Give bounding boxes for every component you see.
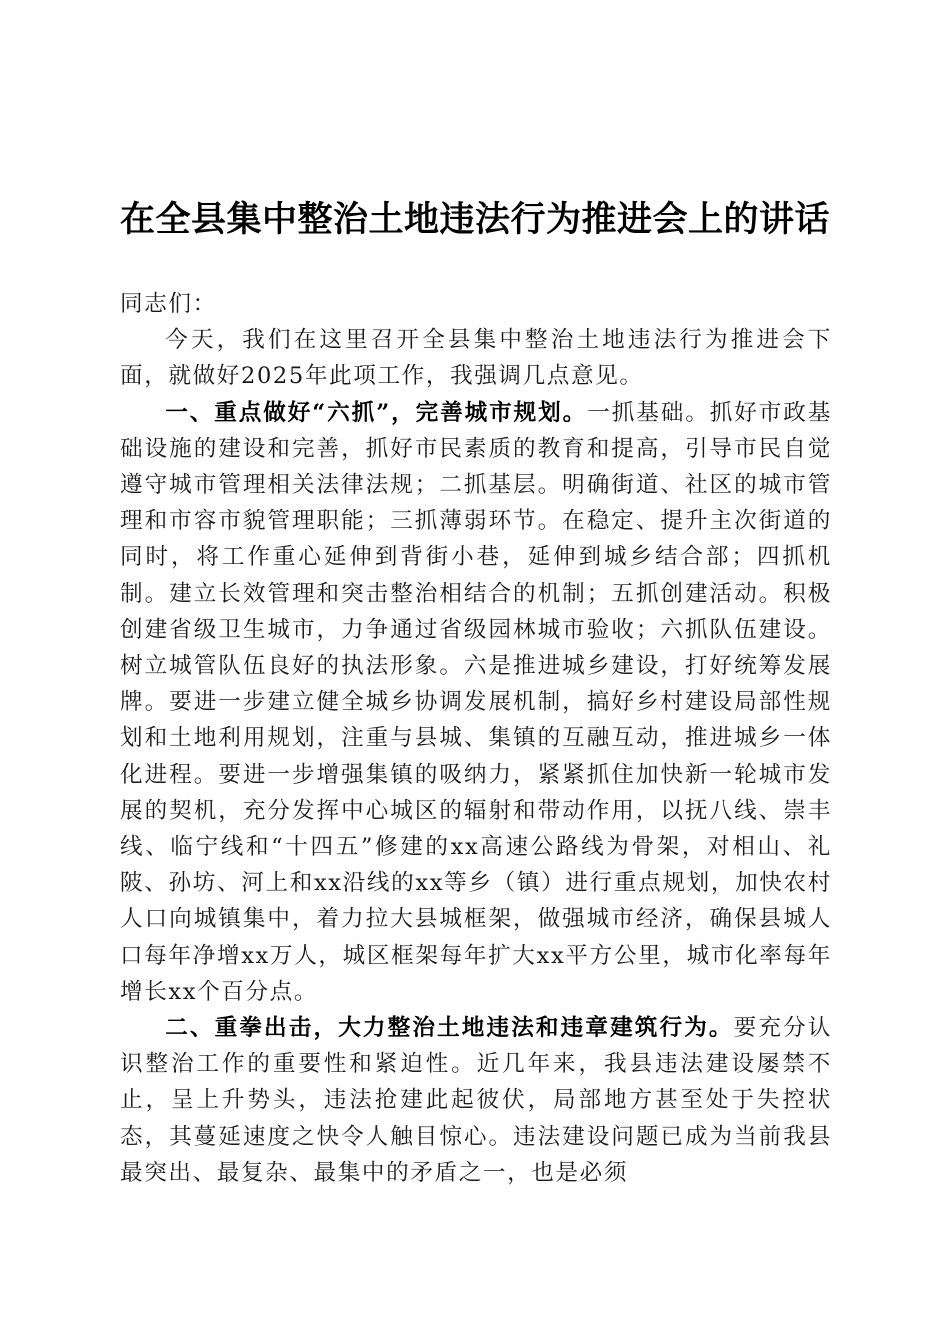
paragraph-text: 今天，我们在这里召开全县集中整治土地违法行为推进会下面，就做好2025年此项工作，我强调几点意见。 (120, 327, 832, 390)
section-heading: 二、重拳出击，大力整治土地违法和违章建筑行为。 (165, 1015, 734, 1042)
paragraph-text: 要充分认识整治工作的重要性和紧迫性。近几年来，我县违法建设屡禁不止，呈上升势头，违法抢建此起彼伏，局部地方甚至处于失控状态，其蔓延速度之快令人触目惊心。违法建设问题已成为当前我县最突出、最复杂、最集中的矛盾之一，也是必须 (120, 1015, 832, 1186)
document-title: 在全县集中整治土地违法行为推进会上的讲话 (119, 199, 830, 240)
paragraph-section-2 (120, 1010, 832, 1191)
salutation: 同志们： (120, 291, 217, 317)
paragraph-text: 一抓基础。抓好市政基础设施的建设和完善，抓好市民素质的教育和提高，引导市民自觉遵守城市管理相关法律法规；二抓基层。明确街道、社区的城市管理和市容市貌管理职能；三抓薄弱环节。在稳定、提升主次街道的同时，将工作重心延伸到背街小巷，延伸到城乡结合部；四抓机制。建立长效管理和突击整治相结合的机制；五抓创建活动。积极创建省级卫生城市，力争通过省级园林城市验收；六抓队伍建设。树立城管队伍良好的执法形象。六是推进城乡建设，打好统筹发展牌。要进一步建立健全城乡协调发展机制，搞好乡村建设局部性规划和土地利用规划，注重与县城、集镇的互融互动，推进城乡一体化进程。要进一步增强集镇的吸纳力，紧紧抓住加快新一轮城市发展的契机，充分发挥中心城区的辐射和带动作用，以抚八线、崇丰线、临宁线和“十四五”修建的xx高速公路线为骨架，对相山、礼陂、孙坊、河上和xx沿线的xx等乡（镇）进行重点规划，加快农村人口向城镇集中，着力拉大县城框架，做强城市经济，确保县城人口每年净增xx万人，城区框架每年扩大xx平方公里，城市化率每年增长xx个百分点。 (120, 399, 832, 1005)
paragraph-intro (120, 322, 832, 394)
paragraph-section-1 (120, 395, 832, 1010)
document-body (120, 286, 832, 1191)
section-heading: 一、重点做好“六抓”，完善城市规划。 (165, 399, 588, 426)
